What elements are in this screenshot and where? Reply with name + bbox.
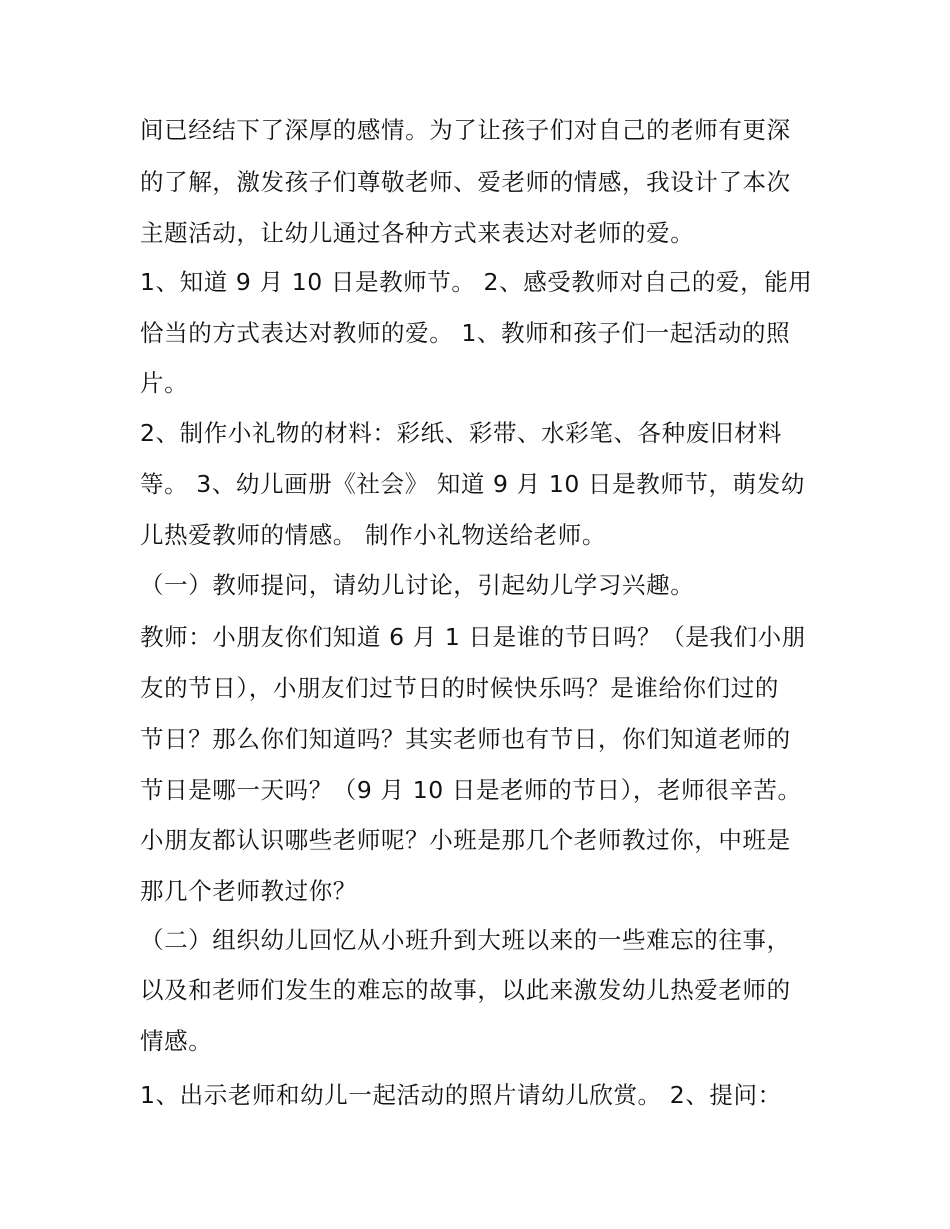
text-line: 2、制作小礼物的材料：彩纸、彩带、水彩笔、各种废旧材料 (140, 419, 783, 447)
text-line: 等。 3、幼儿画册《社会》 知道 9 月 10 日是教师节，萌发幼 (140, 470, 805, 498)
text-line: 那几个老师教过你？ (140, 877, 357, 905)
text-line: 节日是哪一天吗？（9 月 10 日是老师的节日），老师很辛苦。 (140, 776, 802, 804)
text-line: 小朋友都认识哪些老师呢？小班是那几个老师教过你，中班是 (140, 826, 791, 854)
text-line: 教师：小朋友你们知道 6 月 1 日是谁的节日吗？（是我们小朋 (140, 623, 806, 651)
section-heading: （一）教师提问，请幼儿讨论，引起幼儿学习兴趣。 (140, 571, 695, 599)
text-line: 的了解，激发孩子们尊敬老师、爱老师的情感，我设计了本次 (140, 168, 791, 196)
text-line: 友的节日），小朋友们过节日的时候快乐吗？是谁给你们过的 (140, 674, 779, 702)
text-line: 1、出示老师和幼儿一起活动的照片请幼儿欣赏。 2、提问： (140, 1081, 782, 1109)
text-line: 以及和老师们发生的难忘的故事，以此来激发幼儿热爱老师的 (140, 976, 791, 1004)
text-line: 儿热爱教师的情感。 制作小礼物送给老师。 (140, 521, 606, 549)
text-line: 间已经结下了深厚的感情。为了让孩子们对自己的老师有更深 (140, 116, 791, 144)
text-line: 节日？那么你们知道吗？其实老师也有节日，你们知道老师的 (140, 725, 791, 753)
text-line: 主题活动，让幼儿通过各种方式来表达对老师的爱。 (140, 219, 695, 247)
text-line: 片。 (140, 369, 189, 397)
text-line: 1、知道 9 月 10 日是教师节。 2、感受教师对自己的爱，能用 (140, 268, 813, 296)
text-line: 恰当的方式表达对教师的爱。 1、教师和孩子们一起活动的照 (140, 319, 791, 347)
text-line: 情感。 (140, 1027, 213, 1055)
section-heading: （二）组织幼儿回忆从小班升到大班以来的一些难忘的往事， (140, 926, 791, 954)
